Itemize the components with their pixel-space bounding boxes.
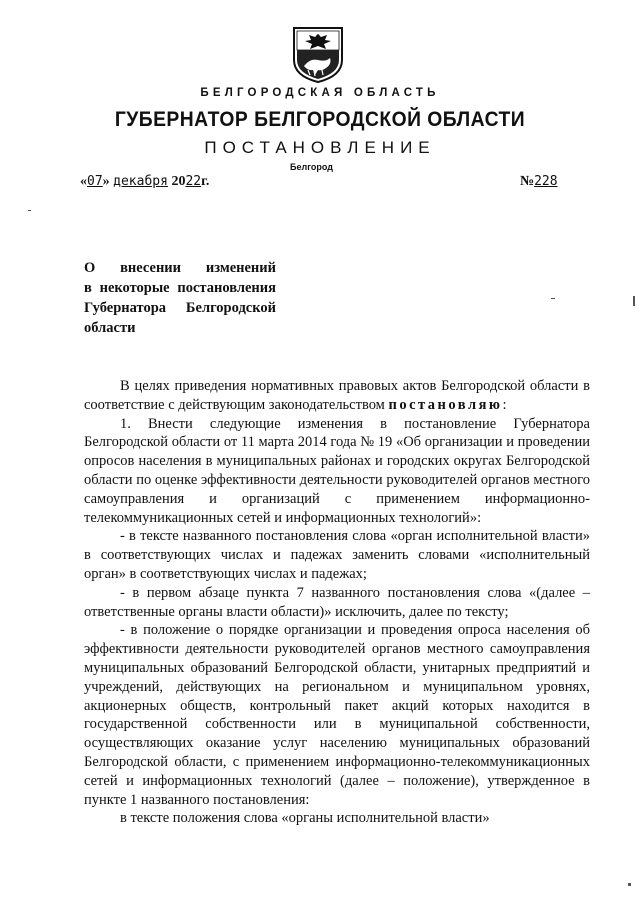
preamble-text: В целях приведения нормативных правовых актов Белгородской области в соответствие с действующим законодательством xyxy=(84,378,590,413)
document-type: ПОСТАНОВЛЕНИЕ xyxy=(204,138,436,157)
subject-block xyxy=(84,258,276,338)
scan-mark xyxy=(633,296,635,306)
subject-line: в некоторые постановления xyxy=(84,280,276,296)
document-body xyxy=(84,377,590,828)
subject-line: Губернатора Белгородской xyxy=(84,300,276,316)
date-day: 07 xyxy=(87,174,103,189)
number-prefix: № xyxy=(520,174,535,189)
paragraph-continued: в тексте положения слова «органы исполнительной власти» xyxy=(120,810,490,827)
resolution-word: постановляю xyxy=(388,396,503,413)
paragraph-item-1: 1. Внести следующие изменения в постановление Губернатора Белгородской области от 11 марта 2014 года № 19 «Об организации и проведении опросов населения в муниципальных районах и городских округах Белгородской области по оценке эффективности деятельности руководителей органов местного самоуправления и организаций с применением информационно-телекоммуникационных сетей и информационных технологий»: xyxy=(84,415,590,526)
date-month: декабря xyxy=(113,174,168,189)
paragraph-preamble xyxy=(84,377,590,415)
scan-mark xyxy=(551,298,555,299)
date-open-quote: « xyxy=(80,174,87,189)
coat-of-arms-emblem xyxy=(290,26,346,84)
scan-mark xyxy=(28,210,31,211)
document-number xyxy=(520,174,558,190)
number-value: 228 xyxy=(534,174,558,189)
paragraph-bullet: - в тексте названного постановления слова «орган исполнительной власти» в соответствующих числах и падежах заменить словами «исполнительный орган» в соответствующих числах и падежах; xyxy=(84,528,590,582)
subject-line: области xyxy=(84,320,136,336)
paragraph-bullet: - в положение о порядке организации и проведения опроса населения об эффективности деятельности руководителей органов местного самоуправления муниципальных образований Белгородской области, унитарных предприятий и учреждений, действующих на региональном и муниципальном уровнях, акционерных обществ, контрольный пакет акций которых находится в государственной собственности или в муниципальной собственности, осуществляющих оказание услуг населению муниципальных образований Белгородской области, с применением информационно-телекоммуникационных сетей и информационных технологий (далее – положение), утвержденное в пункте 1 названного постановления: xyxy=(84,622,590,808)
governor-title: ГУБЕРНАТОР БЕЛГОРОДСКОЙ ОБЛАСТИ xyxy=(114,108,526,131)
paragraph-bullet: - в первом абзаце пункта 7 названного постановления слова «(далее – ответственные органы власти области)» исключить, далее по тексту; xyxy=(84,584,590,620)
date-year-unit: г. xyxy=(201,174,210,189)
date-year-suffix: 22 xyxy=(185,174,202,189)
date-year-prefix: 20 xyxy=(171,174,186,189)
document-date xyxy=(80,174,209,190)
date-close-quote: » xyxy=(102,174,110,189)
city-label: Белгород xyxy=(290,162,333,172)
scan-mark xyxy=(628,883,631,886)
preamble-end: : xyxy=(502,396,507,413)
region-title: БЕЛГОРОДСКАЯ ОБЛАСТЬ xyxy=(200,87,440,99)
subject-line: О внесении изменений xyxy=(84,260,276,276)
